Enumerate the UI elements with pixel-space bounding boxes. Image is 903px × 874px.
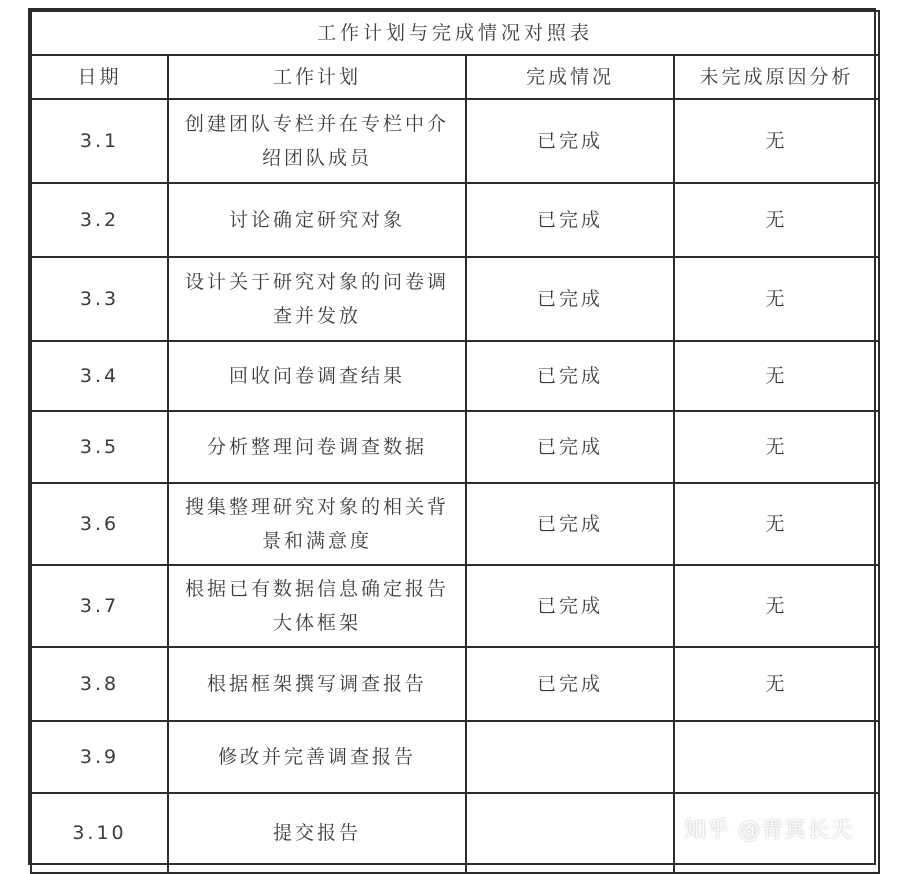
- row-date: 3.8: [31, 647, 168, 721]
- row-date: 3.2: [31, 183, 168, 257]
- row-reason: 无: [674, 565, 879, 647]
- row-plan: 分析整理问卷调查数据: [168, 411, 466, 483]
- row-date: 3.1: [31, 99, 168, 183]
- row-plan: 设计关于研究对象的问卷调查并发放: [168, 257, 466, 341]
- table-title: 工作计划与完成情况对照表: [31, 11, 879, 55]
- row-plan: 回收问卷调查结果: [168, 341, 466, 411]
- table-row: [31, 565, 879, 647]
- table-row: [31, 183, 879, 257]
- row-reason: 无: [674, 483, 879, 565]
- row-status: 已完成: [466, 257, 674, 341]
- table-title-row: [31, 11, 879, 55]
- table-row: [31, 99, 879, 183]
- work-plan-table: [30, 10, 880, 874]
- row-status: 已完成: [466, 483, 674, 565]
- table-row: [31, 483, 879, 565]
- column-header-status: 完成情况: [466, 55, 674, 99]
- row-status: 已完成: [466, 341, 674, 411]
- row-reason: 无: [674, 647, 879, 721]
- work-plan-sheet: [28, 8, 876, 865]
- row-reason: 无: [674, 257, 879, 341]
- row-reason: 无: [674, 183, 879, 257]
- row-plan: 搜集整理研究对象的相关背景和满意度: [168, 483, 466, 565]
- row-status: 已完成: [466, 647, 674, 721]
- column-header-plan: 工作计划: [168, 55, 466, 99]
- zhihu-watermark: 知乎 @青冥长天: [684, 817, 853, 843]
- row-plan: 修改并完善调查报告: [168, 721, 466, 793]
- row-date: 3.5: [31, 411, 168, 483]
- column-header-date: 日期: [31, 55, 168, 99]
- row-status: 已完成: [466, 99, 674, 183]
- table-row: [31, 341, 879, 411]
- row-date: 3.9: [31, 721, 168, 793]
- row-date: 3.4: [31, 341, 168, 411]
- table-header-row: [31, 55, 879, 99]
- row-date: 3.3: [31, 257, 168, 341]
- row-status: 已完成: [466, 411, 674, 483]
- row-date: 3.6: [31, 483, 168, 565]
- row-status: 已完成: [466, 183, 674, 257]
- row-plan: 提交报告: [168, 793, 466, 873]
- row-reason: [674, 721, 879, 793]
- table-row: [31, 257, 879, 341]
- table-row: [31, 411, 879, 483]
- row-reason: 无: [674, 411, 879, 483]
- column-header-reason: 未完成原因分析: [674, 55, 879, 99]
- row-plan: 创建团队专栏并在专栏中介绍团队成员: [168, 99, 466, 183]
- table-row: [31, 721, 879, 793]
- row-plan: 讨论确定研究对象: [168, 183, 466, 257]
- table-row: [31, 647, 879, 721]
- row-status: 已完成: [466, 565, 674, 647]
- row-plan: 根据框架撰写调查报告: [168, 647, 466, 721]
- row-date: 3.10: [31, 793, 168, 873]
- row-plan: 根据已有数据信息确定报告大体框架: [168, 565, 466, 647]
- row-reason: 无: [674, 99, 879, 183]
- row-status: [466, 721, 674, 793]
- row-reason: 无: [674, 341, 879, 411]
- row-date: 3.7: [31, 565, 168, 647]
- row-status: [466, 793, 674, 873]
